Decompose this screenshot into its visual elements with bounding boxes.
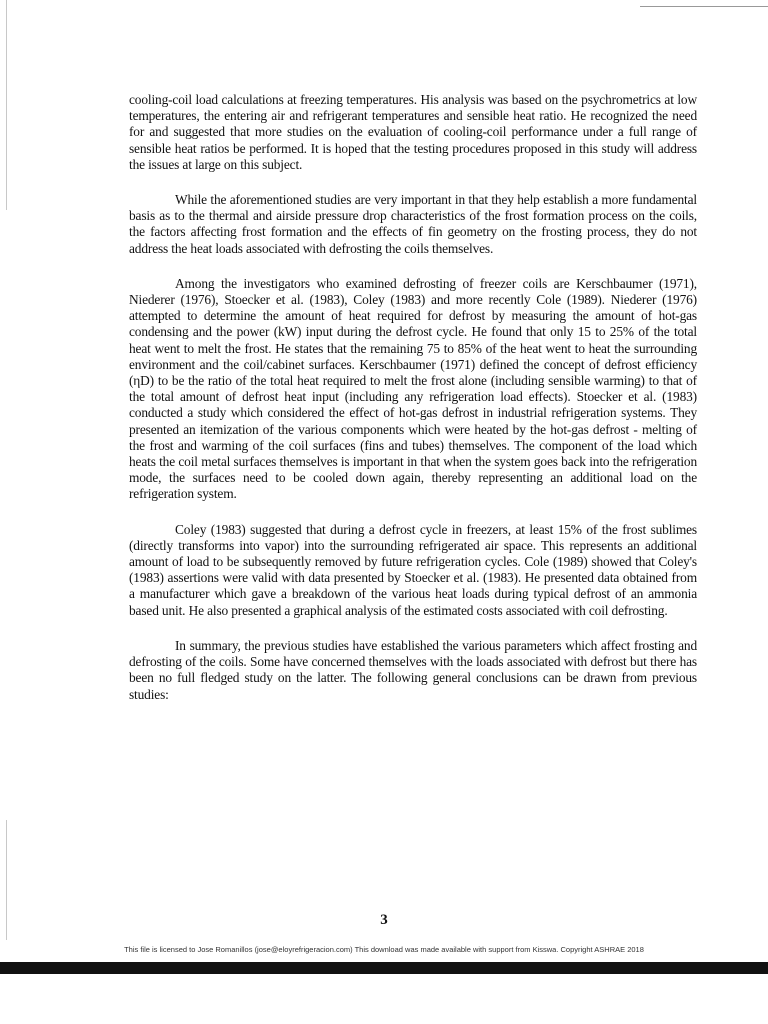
paragraph-3: Among the investigators who examined defrosting of freezer coils are Kerschbaumer (1971), Niederer (1976), Stoecker et al. (1983), Coley (1983) and more recently Cole (1989). Niederer (1976) attempted to determine the amount of heat required for defrost by measuring the amount of hot-gas condensing and the power (kW) input during the defrost cycle. He found that only 15 to 25% of the total heat went to melt the frost. He states that the remaining 75 to 85% of the heat went to heat the surrounding environment and the coil/cabinet surfaces. Kerschbaumer (1971) defined the concept of defrost efficiency (ηD) to be the ratio of the total heat required to melt the frost alone (including sensible warming) to that of the total amount of defrost heat input (including any refrigeration load effects). Stoecker et al. (1983) conducted a study which considered the effect of hot-gas defrost in industrial refrigeration systems. They presented an itemization of the various components which were heated by the hot-gas defrost - melting of the frost and warming of the coil surfaces (fins and tubes) themselves. The component of the load which heats the coil metal surfaces themselves is important in that when the system goes back into the refrigeration mode, the surfaces need to be cooled down again, thereby representing an additional load on the refrigeration system. — [129, 275, 697, 502]
paragraph-1: cooling-coil load calculations at freezing temperatures. His analysis was based on the psychrometrics at low temperatures, the entering air and refrigerant temperatures and sensible heat ratio. He recognized the need for and suggested that more studies on the evaluation of cooling-coil performance under a full range of sensible heat ratios be performed. It is hoped that the testing procedures proposed in this study will address the issues at large on this subject. — [129, 92, 697, 172]
page-number: 3 — [380, 912, 388, 928]
document-body — [129, 92, 697, 722]
paragraph-5: In summary, the previous studies have established the various parameters which affect frosting and defrosting of the coils. Some have concerned themselves with the loads associated with defrost but there has been no full fledged study on the latter. The following general conclusions can be drawn from previous studies: — [129, 637, 697, 702]
bottom-scan-band — [0, 962, 768, 974]
paragraph-2: While the aforementioned studies are very important in that they help establish a more fundamental basis as to the thermal and airside pressure drop characteristics of the frost formation process on the coils, the factors affecting frost formation and the effects of fin geometry on the frosting process, they do not address the heat loads associated with defrosting the coils themselves. — [129, 192, 697, 256]
license-footer: This file is licensed to Jose Romanillos (jose@eloyrefrigeracion.com) This download was made available with support from Kisswa. Copyright ASHRAE 2018 — [124, 945, 644, 954]
scan-edge-upper — [6, 0, 7, 210]
top-edge-rule — [640, 6, 768, 7]
paragraph-4: Coley (1983) suggested that during a defrost cycle in freezers, at least 15% of the frost sublimes (directly transforms into vapor) into the surrounding refrigerated air space. This represents an additional amount of load to be subsequently removed by future refrigeration cycles. Cole (1989) showed that Coley's (1983) assertions were valid with data presented by Stoecker et al. (1983). He presented data obtained from a manufacturer which gave a breakdown of the various heat loads during typical defrost of an ammonia based unit. He also presented a graphical analysis of the estimated costs associated with coil defrosting. — [129, 521, 697, 618]
